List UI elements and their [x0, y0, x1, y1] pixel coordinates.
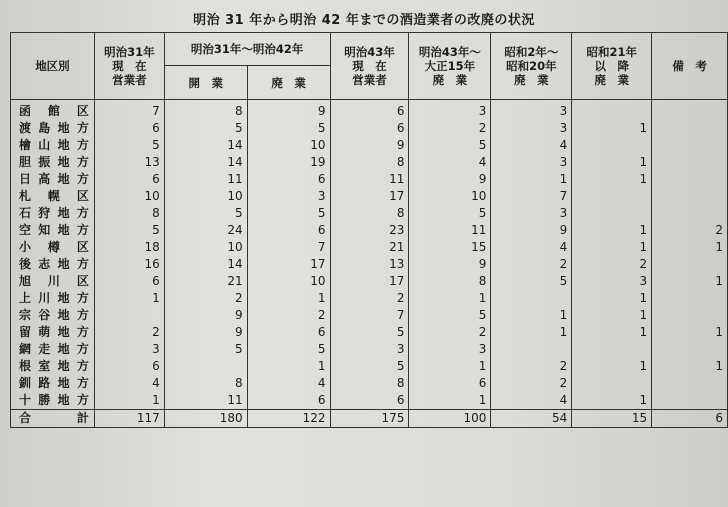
value-cell: 6	[94, 273, 164, 290]
value-cell: 2	[652, 222, 728, 239]
value-cell	[652, 137, 728, 154]
header-m43: 明治43年 現 在 営業者	[330, 33, 409, 100]
value-cell: 5	[409, 307, 491, 324]
table-row	[11, 222, 728, 239]
value-cell	[652, 392, 728, 410]
value-cell: 23	[330, 222, 409, 239]
district-name-cell: 日高地方	[11, 171, 95, 188]
value-cell: 14	[164, 256, 247, 273]
district-name-cell: 石狩地方	[11, 205, 95, 222]
value-cell	[652, 341, 728, 358]
district-name-cell: 渡島地方	[11, 120, 95, 137]
value-cell: 3	[491, 205, 572, 222]
value-cell	[572, 341, 652, 358]
value-cell: 2	[572, 256, 652, 273]
table-row	[11, 273, 728, 290]
value-cell: 10	[94, 188, 164, 205]
value-cell: 9	[164, 324, 247, 341]
value-cell: 2	[409, 120, 491, 137]
total-value-cell: 6	[652, 410, 728, 428]
total-value-cell: 122	[247, 410, 330, 428]
value-cell: 6	[94, 358, 164, 375]
total-value-cell: 180	[164, 410, 247, 428]
value-cell: 3	[330, 341, 409, 358]
value-cell: 11	[164, 392, 247, 410]
table-row	[11, 324, 728, 341]
value-cell	[652, 256, 728, 273]
value-cell: 5	[330, 324, 409, 341]
value-cell	[572, 375, 652, 392]
value-cell: 1	[572, 171, 652, 188]
value-cell: 5	[164, 120, 247, 137]
value-cell: 11	[330, 171, 409, 188]
value-cell: 1	[572, 239, 652, 256]
table-row	[11, 239, 728, 256]
total-label-cell: 合 計	[11, 410, 95, 428]
district-name-cell: 根室地方	[11, 358, 95, 375]
value-cell: 7	[94, 100, 164, 121]
value-cell: 6	[330, 100, 409, 121]
value-cell: 1	[572, 392, 652, 410]
table-row	[11, 171, 728, 188]
table-row	[11, 341, 728, 358]
value-cell	[652, 375, 728, 392]
table-row	[11, 392, 728, 410]
value-cell	[491, 290, 572, 307]
total-value-cell: 54	[491, 410, 572, 428]
value-cell: 6	[247, 324, 330, 341]
table-row	[11, 137, 728, 154]
value-cell: 6	[330, 120, 409, 137]
value-cell: 2	[164, 290, 247, 307]
value-cell: 21	[330, 239, 409, 256]
value-cell: 6	[247, 171, 330, 188]
value-cell: 18	[94, 239, 164, 256]
value-cell: 6	[247, 222, 330, 239]
header-m43-t15: 明治43年〜 大正15年 廃 業	[409, 33, 491, 100]
value-cell: 8	[330, 375, 409, 392]
table-row	[11, 205, 728, 222]
value-cell: 1	[247, 290, 330, 307]
value-cell: 2	[491, 375, 572, 392]
district-name-cell: 旭川区	[11, 273, 95, 290]
value-cell: 3	[409, 341, 491, 358]
value-cell: 1	[94, 392, 164, 410]
value-cell: 5	[94, 222, 164, 239]
value-cell: 10	[247, 273, 330, 290]
value-cell: 16	[94, 256, 164, 273]
total-value-cell: 15	[572, 410, 652, 428]
district-name-cell: 空知地方	[11, 222, 95, 239]
value-cell: 8	[94, 205, 164, 222]
value-cell: 5	[164, 341, 247, 358]
table-row	[11, 375, 728, 392]
value-cell	[572, 100, 652, 121]
table-body	[11, 100, 728, 428]
value-cell: 9	[409, 171, 491, 188]
district-name-cell: 函館区	[11, 100, 95, 121]
value-cell: 5	[247, 120, 330, 137]
value-cell: 1	[491, 171, 572, 188]
value-cell: 4	[491, 137, 572, 154]
value-cell: 1	[409, 392, 491, 410]
value-cell: 9	[409, 256, 491, 273]
value-cell: 1	[94, 290, 164, 307]
value-cell: 17	[330, 273, 409, 290]
value-cell: 10	[164, 188, 247, 205]
value-cell: 8	[330, 205, 409, 222]
total-value-cell: 117	[94, 410, 164, 428]
district-name-cell: 後志地方	[11, 256, 95, 273]
value-cell: 19	[247, 154, 330, 171]
district-name-cell: 留萌地方	[11, 324, 95, 341]
value-cell: 3	[572, 273, 652, 290]
value-cell: 11	[409, 222, 491, 239]
total-row	[11, 410, 728, 428]
header-m31: 明治31年 現 在 営業者	[94, 33, 164, 100]
table-row	[11, 100, 728, 121]
value-cell: 4	[247, 375, 330, 392]
value-cell: 1	[652, 239, 728, 256]
value-cell: 2	[491, 256, 572, 273]
value-cell: 8	[330, 154, 409, 171]
value-cell: 2	[409, 324, 491, 341]
value-cell	[164, 358, 247, 375]
value-cell: 10	[164, 239, 247, 256]
value-cell: 6	[247, 392, 330, 410]
value-cell: 13	[94, 154, 164, 171]
value-cell: 2	[330, 290, 409, 307]
value-cell	[652, 100, 728, 121]
value-cell: 4	[409, 154, 491, 171]
value-cell	[572, 188, 652, 205]
value-cell: 5	[409, 137, 491, 154]
value-cell: 1	[652, 358, 728, 375]
value-cell: 10	[409, 188, 491, 205]
value-cell: 1	[572, 307, 652, 324]
value-cell: 4	[94, 375, 164, 392]
value-cell: 1	[572, 154, 652, 171]
value-cell	[491, 341, 572, 358]
header-remarks: 備 考	[652, 33, 728, 100]
value-cell: 5	[330, 358, 409, 375]
value-cell: 9	[247, 100, 330, 121]
table-row	[11, 120, 728, 137]
table-row	[11, 307, 728, 324]
value-cell: 4	[491, 239, 572, 256]
value-cell	[652, 171, 728, 188]
table-title: 明治 31 年から明治 42 年までの酒造業者の改廃の状況	[193, 13, 535, 28]
value-cell: 7	[491, 188, 572, 205]
value-cell: 6	[94, 171, 164, 188]
value-cell	[652, 205, 728, 222]
header-close: 廃 業	[247, 66, 330, 100]
value-cell: 1	[409, 290, 491, 307]
value-cell: 8	[409, 273, 491, 290]
district-name-cell: 胆振地方	[11, 154, 95, 171]
value-cell	[572, 205, 652, 222]
value-cell	[652, 290, 728, 307]
value-cell: 13	[330, 256, 409, 273]
value-cell: 4	[491, 392, 572, 410]
value-cell: 17	[247, 256, 330, 273]
value-cell: 1	[491, 324, 572, 341]
value-cell: 9	[330, 137, 409, 154]
value-cell: 5	[247, 341, 330, 358]
value-cell: 24	[164, 222, 247, 239]
value-cell: 1	[652, 273, 728, 290]
value-cell: 14	[164, 137, 247, 154]
value-cell: 1	[572, 120, 652, 137]
value-cell: 21	[164, 273, 247, 290]
value-cell: 5	[247, 205, 330, 222]
value-cell: 3	[409, 100, 491, 121]
value-cell: 3	[94, 341, 164, 358]
value-cell	[572, 137, 652, 154]
district-name-cell: 十勝地方	[11, 392, 95, 410]
district-name-cell: 釧路地方	[11, 375, 95, 392]
header-s21: 昭和21年 以 降 廃 業	[572, 33, 652, 100]
value-cell: 1	[572, 324, 652, 341]
value-cell: 8	[164, 100, 247, 121]
value-cell	[652, 188, 728, 205]
value-cell: 1	[572, 222, 652, 239]
header-s2-s20: 昭和2年〜 昭和20年 廃 業	[491, 33, 572, 100]
table-row	[11, 188, 728, 205]
value-cell: 2	[94, 324, 164, 341]
value-cell: 11	[164, 171, 247, 188]
district-name-cell: 檜山地方	[11, 137, 95, 154]
value-cell: 5	[94, 137, 164, 154]
value-cell: 6	[94, 120, 164, 137]
district-name-cell: 札幌区	[11, 188, 95, 205]
value-cell: 15	[409, 239, 491, 256]
value-cell: 8	[164, 375, 247, 392]
brewery-table	[10, 32, 728, 428]
total-value-cell: 175	[330, 410, 409, 428]
value-cell: 1	[491, 307, 572, 324]
value-cell: 1	[572, 358, 652, 375]
value-cell: 1	[652, 324, 728, 341]
value-cell: 7	[247, 239, 330, 256]
table-row	[11, 154, 728, 171]
district-name-cell: 上川地方	[11, 290, 95, 307]
value-cell: 7	[330, 307, 409, 324]
value-cell: 6	[409, 375, 491, 392]
value-cell: 5	[164, 205, 247, 222]
value-cell	[652, 307, 728, 324]
header-district: 地区別	[11, 33, 95, 100]
value-cell: 17	[330, 188, 409, 205]
value-cell	[652, 120, 728, 137]
value-cell: 2	[247, 307, 330, 324]
value-cell: 5	[491, 273, 572, 290]
value-cell: 2	[491, 358, 572, 375]
table-row	[11, 290, 728, 307]
header-m31-42: 明治31年〜明治42年	[164, 33, 330, 66]
value-cell: 9	[491, 222, 572, 239]
value-cell: 3	[491, 154, 572, 171]
value-cell: 14	[164, 154, 247, 171]
district-name-cell: 網走地方	[11, 341, 95, 358]
value-cell: 3	[491, 100, 572, 121]
district-name-cell: 宗谷地方	[11, 307, 95, 324]
value-cell: 5	[409, 205, 491, 222]
value-cell: 1	[409, 358, 491, 375]
table-row	[11, 256, 728, 273]
table-row	[11, 358, 728, 375]
value-cell: 1	[247, 358, 330, 375]
total-value-cell: 100	[409, 410, 491, 428]
header-open: 開 業	[164, 66, 247, 100]
value-cell: 10	[247, 137, 330, 154]
value-cell: 9	[164, 307, 247, 324]
value-cell: 3	[247, 188, 330, 205]
value-cell: 1	[572, 290, 652, 307]
value-cell: 3	[491, 120, 572, 137]
district-name-cell: 小樽区	[11, 239, 95, 256]
value-cell	[94, 307, 164, 324]
value-cell	[652, 154, 728, 171]
value-cell: 6	[330, 392, 409, 410]
